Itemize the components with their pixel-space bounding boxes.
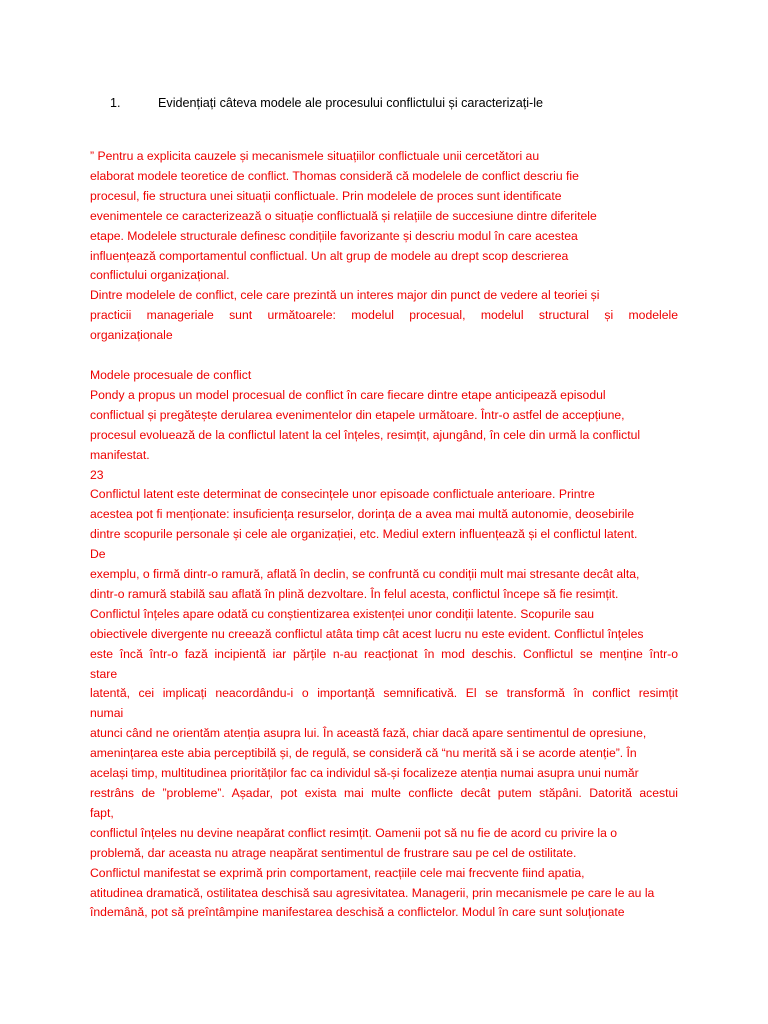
question-title: Evidențiați câteva modele ale procesului conflictului și caracterizați-le bbox=[158, 96, 543, 110]
body-line: atunci când ne orientăm atenția asupra lui. În această fază, chiar dacă apare sentimentul de opresiune, bbox=[90, 726, 647, 741]
body-line: De bbox=[90, 547, 106, 562]
body-line: Conflictul latent este determinat de consecințele unor episoade conflictuale anterioare. Printre bbox=[90, 487, 595, 502]
body-line: Conflictul înțeles apare odată cu conștientizarea existenței unor condiții latente. Scopurile sau bbox=[90, 606, 595, 621]
body-line: îndemână, pot să preîntâmpine manifestarea deschisă a conflictelor. Modul în care sunt soluționate bbox=[90, 905, 625, 920]
body-line: problemă, dar aceasta nu atrage neapărat sentimentul de frustrare sau pe cel de ostilitate. bbox=[90, 845, 577, 860]
body-line: practicii manageriale sunt următoarele: modelul procesual, modelul structural și modelele bbox=[90, 308, 678, 323]
paragraph-gap bbox=[90, 346, 690, 366]
body-line: organizaționale bbox=[90, 328, 173, 343]
body-line: fapt, bbox=[90, 805, 114, 820]
body-line: evenimentele ce caracterizează o situație conflictuală și relațiile de succesiune dintre diferitele bbox=[90, 208, 597, 223]
body-line: procesul, fie structura unei situații conflictuale. Prin modelele de proces sunt identificate bbox=[90, 188, 562, 203]
page-number: 23 bbox=[90, 467, 104, 482]
body-line: etape. Modelele structurale definesc condițiile favorizante și descriu modul în care acestea bbox=[90, 228, 578, 243]
body-line: este încă într-o fază incipientă iar părțile n-au reacționat în mod deschis. Conflictul se menține într-o bbox=[90, 646, 678, 661]
body-line: același timp, multitudinea priorităților fac ca individul să-și focalizeze atenția numai asupra unui număr bbox=[90, 766, 639, 781]
body-line: conflictul înțeles nu devine neapărat conflict resimțit. Oamenii pot să nu fie de acord cu privire la o bbox=[90, 825, 618, 840]
body-line: dintr-o ramură stabilă sau aflată în plină dezvoltare. În felul acesta, conflictul începe să fie resimțit. bbox=[90, 586, 619, 601]
body-line: latentă, cei implicați neacordându-i o importanță semnificativă. El se transformă în conflict resimțit bbox=[90, 686, 678, 701]
body-line: numai bbox=[90, 706, 124, 721]
body-text bbox=[90, 147, 690, 923]
body-line: atitudinea dramatică, ostilitatea deschisă sau agresivitatea. Managerii, prin mecanismele pe care le au la bbox=[90, 885, 655, 900]
body-line: ” Pentru a explicita cauzele și mecanismele situațiilor conflictuale unii cercetători au bbox=[90, 149, 540, 163]
body-line: procesul evoluează de la conflictul latent la cel înțeles, resimțit, ajungând, în cele din urmă la conflictul bbox=[90, 427, 641, 442]
body-line: amenințarea este abia perceptibilă și, de regulă, se consideră că “nu merită să i se acorde atenție”. În bbox=[90, 746, 637, 761]
body-line: influențează comportamentul conflictual. Un alt grup de modele au drept scop descrierea bbox=[90, 248, 569, 263]
body-line: elaborat modele teoretice de conflict. Thomas consideră că modelele de conflict descriu fie bbox=[90, 168, 579, 183]
body-line: exemplu, o firmă dintr-o ramură, aflată în declin, se confruntă cu condiții mult mai stresante decât alta, bbox=[90, 567, 640, 582]
body-line: acestea pot fi menționate: insuficiența resurselor, dorința de a avea mai multă autonomie, deosebirile bbox=[90, 507, 635, 522]
body-line: conflictual și pregătește derularea evenimentelor din etapele următoare. Într-o astfel de accepțiune, bbox=[90, 407, 625, 422]
section-heading: Modele procesuale de conflict bbox=[90, 367, 252, 382]
body-line: manifestat. bbox=[90, 447, 150, 462]
body-line: Dintre modelele de conflict, cele care prezintă un interes major din punct de vedere al teoriei și bbox=[90, 288, 600, 303]
body-line: restrâns de ”probleme”. Așadar, pot exista mai multe conflicte decât putem stăpâni. Datorită acestui bbox=[90, 786, 678, 800]
body-line: obiectivele divergente nu creează conflictul atâta timp cât acest lucru nu este evident. Conflictul înțeles bbox=[90, 626, 644, 641]
body-line: stare bbox=[90, 666, 118, 681]
body-line: Conflictul manifestat se exprimă prin comportament, reacțiile cele mai frecvente fiind apatia, bbox=[90, 865, 585, 880]
body-line: dintre scopurile personale și cele ale organizației, etc. Mediul extern influențează și el conflictul latent. bbox=[90, 527, 638, 542]
question-heading bbox=[0, 93, 768, 113]
body-line: Pondy a propus un model procesual de conflict în care fiecare dintre etape anticipează episodul bbox=[90, 387, 606, 402]
body-line: conflictului organizațional. bbox=[90, 268, 230, 283]
question-number: 1. bbox=[110, 96, 121, 110]
